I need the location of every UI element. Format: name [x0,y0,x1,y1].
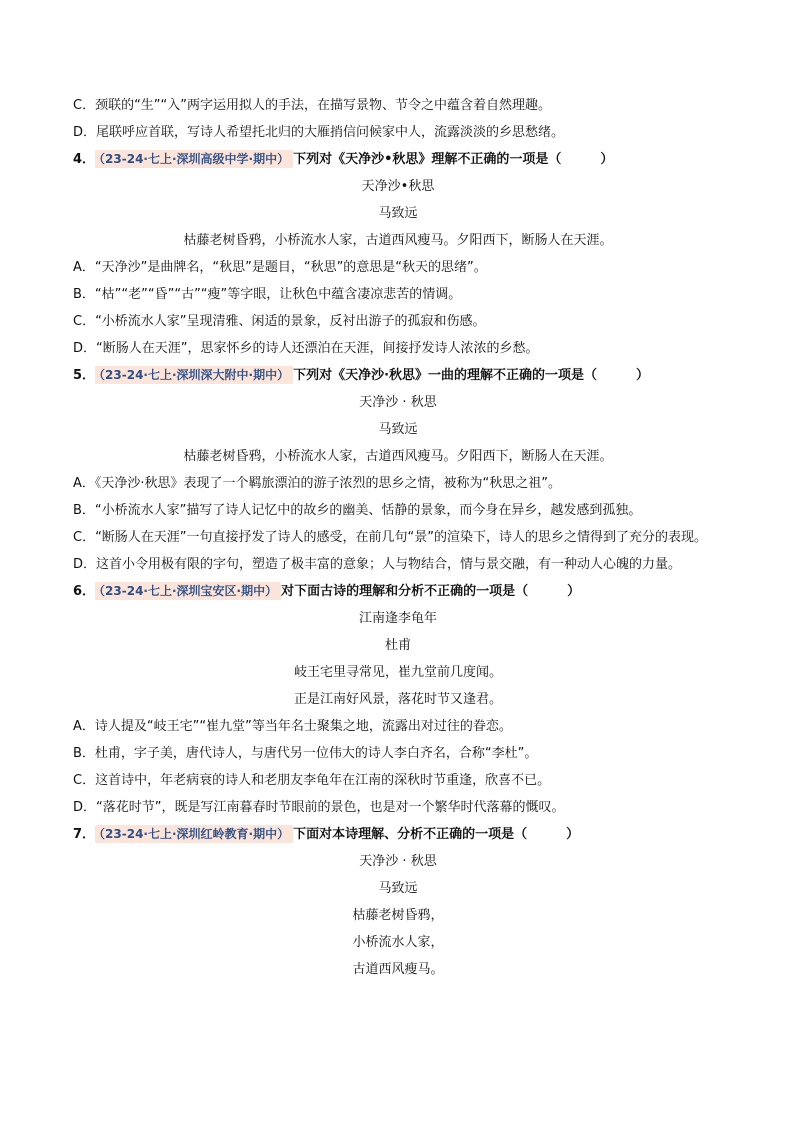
option-c: C．“小桥流水人家”呈现清雅、闲适的景象，反衬出游子的孤寂和伤感。 [73,314,486,329]
option-b: B．“小桥流水人家”描写了诗人记忆中的故乡的幽美、恬静的景象，而今身在异乡，越发感到孤独。 [73,503,642,518]
poem-line: 小桥流水人家， [352,935,444,950]
question-number: 7． [73,827,96,842]
poem-author: 马致远 [378,881,418,896]
source-tag: （23-24·七上·深圳深大附中·期中） [95,366,293,384]
document-body [73,92,723,983]
option-c-prev: C．颈联的“生”“入”两字运用拟人的手法，在描写景物、节令之中蕴含着自然理趣。 [73,98,552,113]
option-a: A．《天净沙·秋思》表现了一个羁旅漂泊的游子浓烈的思乡之情，被称为“秋思之祖”。 [73,476,561,491]
poem-line: 岐王宅里寻常见，崔九堂前几度闻。 [293,665,502,680]
option-c: C．这首诗中，年老病衰的诗人和老朋友李龟年在江南的深秋时节重逢，欣喜不已。 [73,773,551,788]
option-a: A．“天净沙”是曲牌名，“秋思”是题目，“秋思”的意思是“秋天的思绪”。 [73,260,487,275]
source-tag: （23-24·七上·深圳宝安区·期中） [95,582,281,600]
question-number: 4． [73,152,96,167]
option-b: B．杜甫，字子美，唐代诗人，与唐代另一位伟大的诗人李白齐名，合称“李杜”。 [73,746,538,761]
question-text: 下面对本诗理解、分析不正确的一项是（ ） [293,827,580,842]
question-6-stem [73,578,723,605]
poem-line: 枯藤老树昏鸦，小桥流水人家，古道西风瘦马。夕阳西下，断肠人在天涯。 [183,233,613,248]
question-5-stem [73,362,723,389]
poem-line: 枯藤老树昏鸦，小桥流水人家，古道西风瘦马。夕阳西下，断肠人在天涯。 [183,449,613,464]
source-tag: （23-24·七上·深圳红岭教育·期中） [95,825,293,843]
poem-title: 天净沙•秋思 [361,179,435,194]
question-7-stem [73,821,723,848]
option-d: D．“落花时节”，既是写江南暮春时节眼前的景色，也是对一个繁华时代落幕的慨叹。 [73,800,565,815]
question-number: 5． [73,368,96,383]
question-text: 下列对《天净沙·秋思》一曲的理解不正确的一项是（ ） [293,368,650,383]
option-d: D．这首小令用极有限的字句，塑造了极丰富的意象；人与物结合，情与景交融，有一种动人心魄的力量。 [73,557,682,572]
poem-author: 马致远 [378,422,418,437]
question-text: 对下面古诗的理解和分析不正确的一项是（ ） [281,584,581,599]
option-a: A．诗人提及“岐王宅”“崔九堂”等当年名士聚集之地，流露出对过往的眷恋。 [73,719,512,734]
source-tag: （23-24·七上·深圳高级中学·期中） [95,150,293,168]
poem-line: 枯藤老树昏鸦， [352,908,444,923]
option-c: C．“断肠人在天涯”一句直接抒发了诗人的感受，在前几句“景”的渲染下，诗人的思乡之情得到了充分的表现。 [73,530,708,545]
poem-title: 天净沙 · 秋思 [359,854,437,869]
poem-author: 杜甫 [384,638,411,653]
option-b: B．“枯”“老”“昏”“古”“瘦”等字眼，让秋色中蕴含凄凉悲苦的情调。 [73,287,462,302]
poem-title: 江南逢李龟年 [358,611,437,626]
option-d: D．“断肠人在天涯”，思家怀乡的诗人还漂泊在天涯，间接抒发诗人浓浓的乡愁。 [73,341,539,356]
question-4-stem [73,146,723,173]
poem-title: 天净沙 · 秋思 [359,395,437,410]
question-number: 6． [73,584,96,599]
poem-line: 古道西风瘦马。 [352,962,444,977]
question-text: 下列对《天净沙•秋思》理解不正确的一项是（ ） [293,152,614,167]
poem-author: 马致远 [378,206,418,221]
option-d-prev: D．尾联呼应首联，写诗人希望托北归的大雁捎信问候家中人，流露淡淡的乡思愁绪。 [73,125,565,140]
poem-line: 正是江南好风景，落花时节又逢君。 [293,692,502,707]
